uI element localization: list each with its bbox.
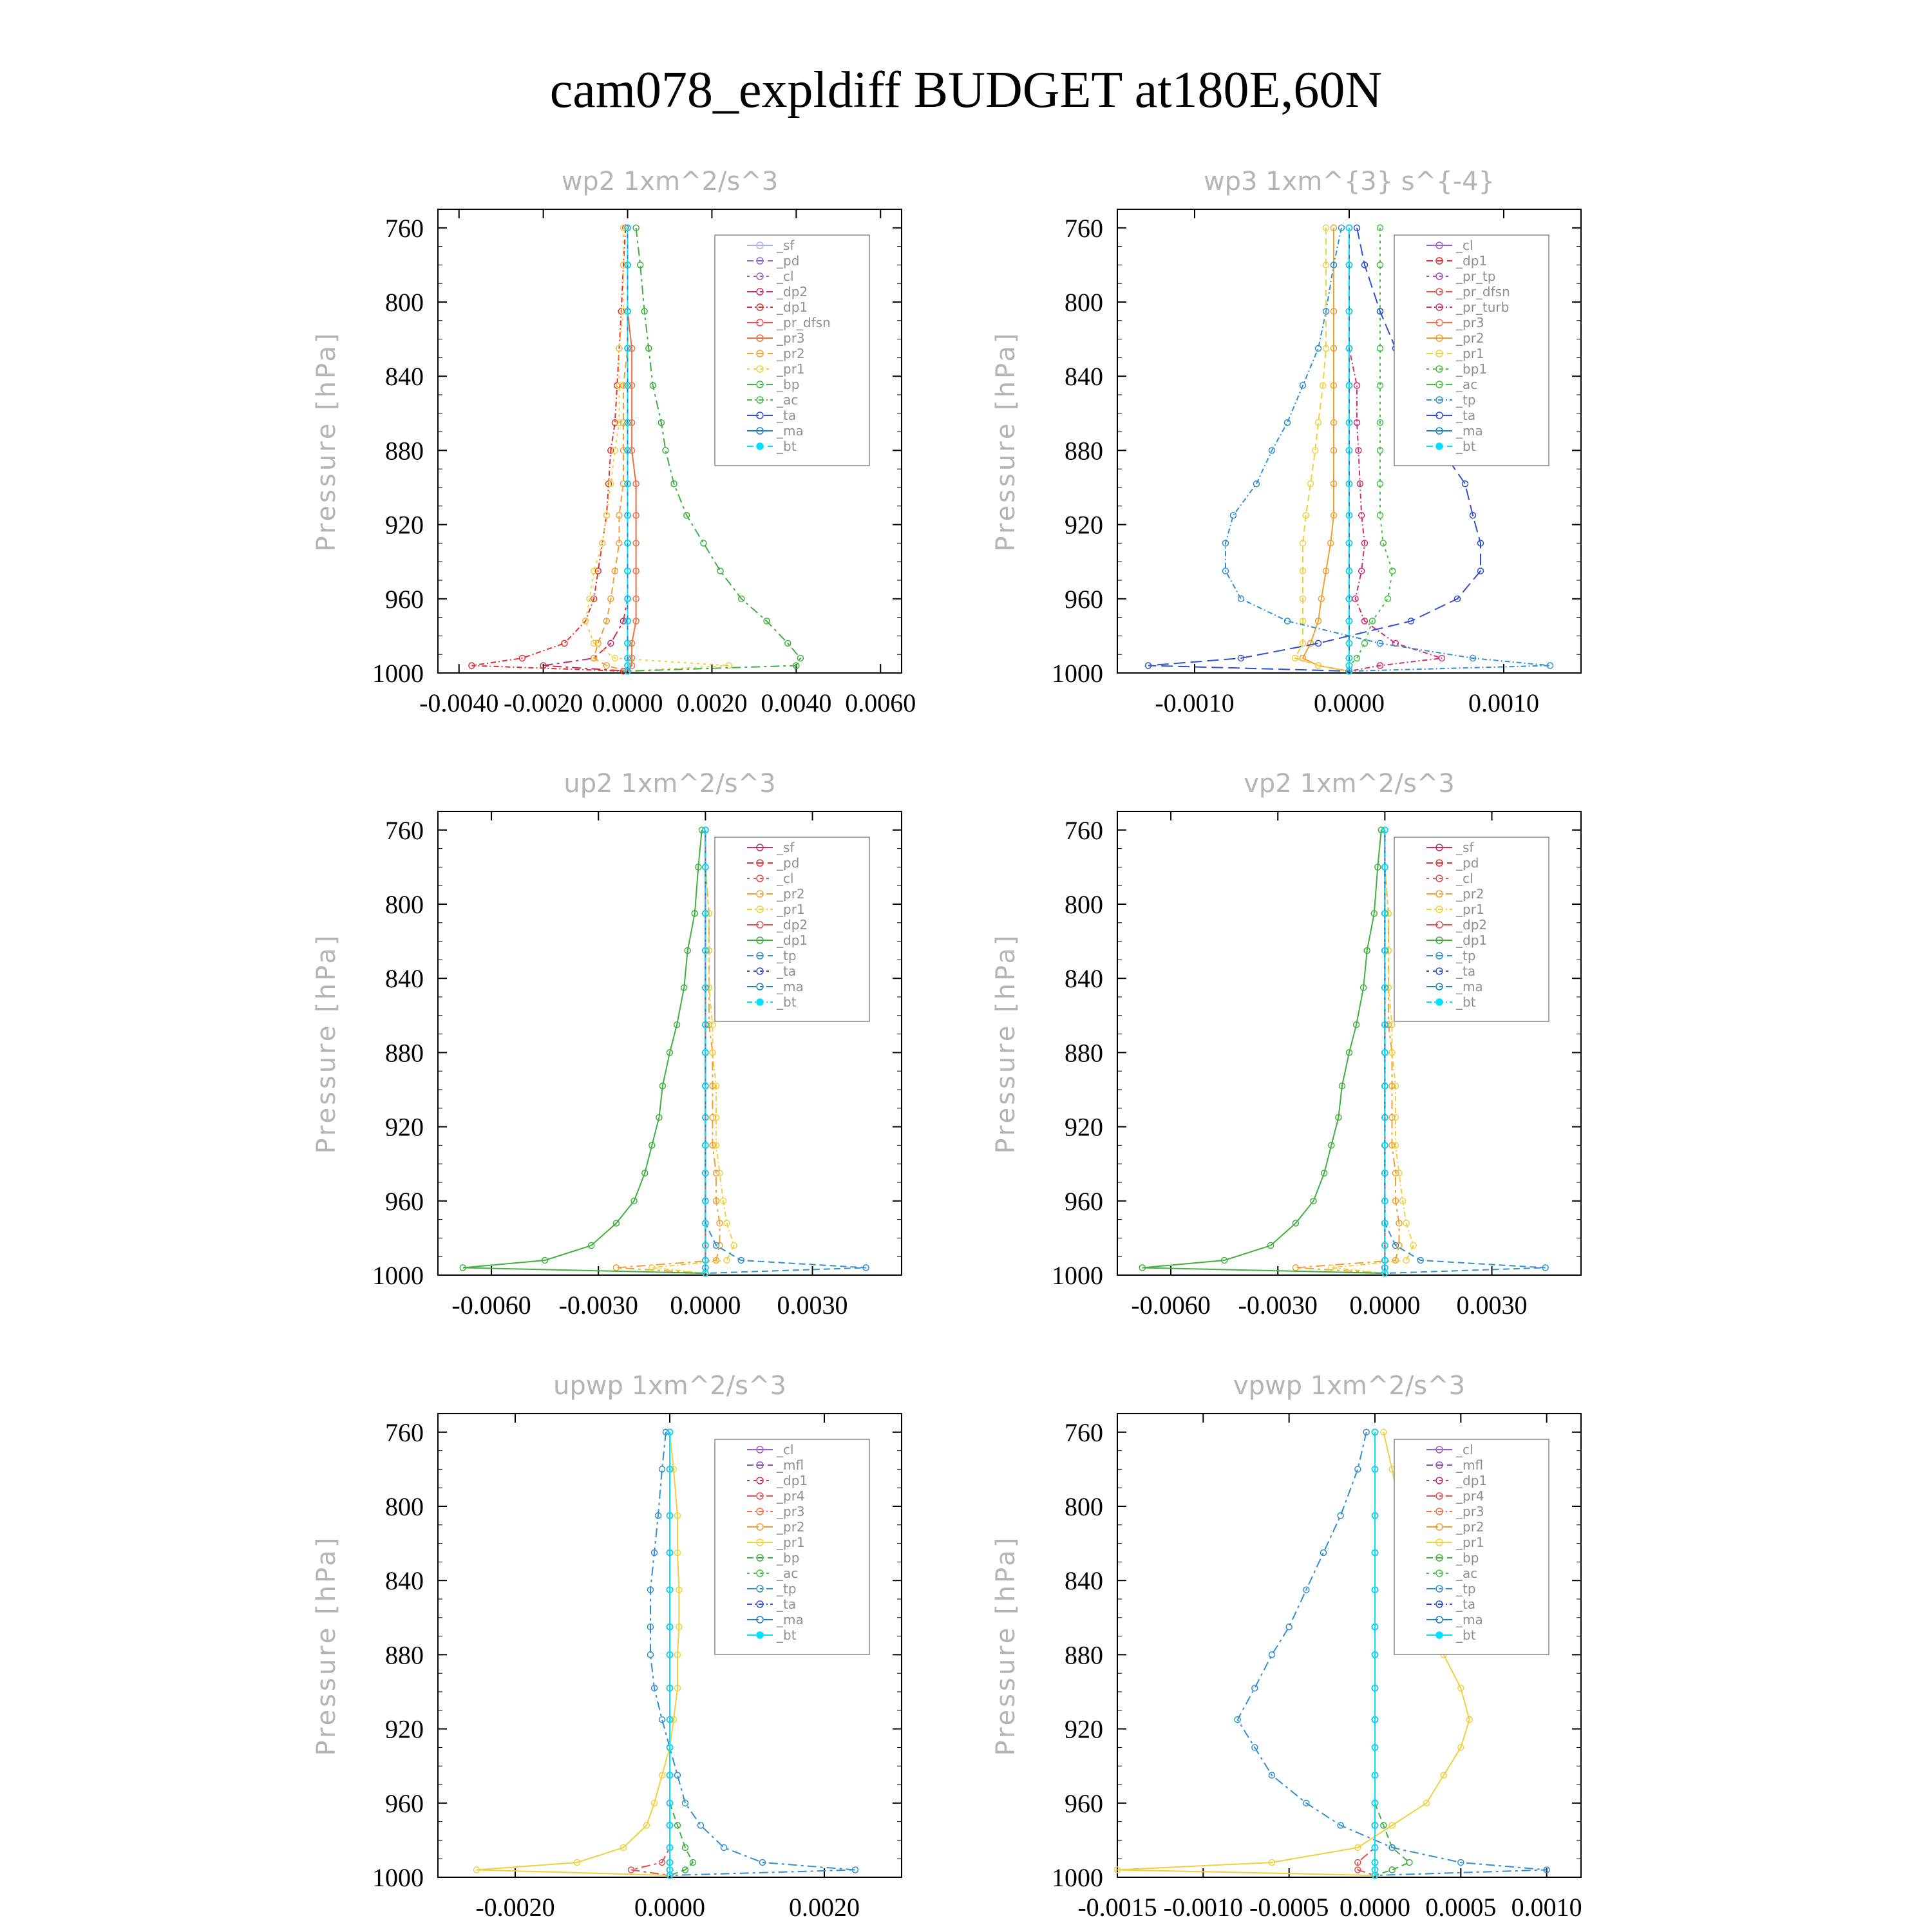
legend-label: _pr_dfsn [1456, 284, 1510, 299]
data-point [1321, 1550, 1327, 1556]
y-tick-label: 840 [385, 964, 424, 994]
legend-label: _pr_turb [1456, 299, 1510, 315]
legend-label: _tp [1456, 392, 1476, 408]
x-tick-label: 0.0000 [1314, 688, 1385, 717]
x-tick-label: 0.0000 [670, 1291, 741, 1320]
y-tick-label: 880 [385, 1640, 424, 1670]
x-tick-label: 0.0010 [1511, 1893, 1582, 1922]
y-tick-label: 960 [385, 584, 424, 614]
y-tick-label: 760 [1065, 815, 1103, 845]
legend-label: _tp [1456, 1581, 1476, 1596]
y-tick-label: 920 [1065, 1112, 1103, 1142]
chart-panel [312, 167, 916, 717]
legend-label: _bt [777, 1627, 797, 1643]
legend-label: _bt [1456, 1627, 1476, 1643]
legend-label: _bt [1456, 439, 1476, 454]
legend-label: _pr2 [777, 1519, 805, 1535]
legend-label: _dp2 [1456, 917, 1488, 933]
data-point [1252, 1685, 1258, 1691]
legend-label: _pd [777, 855, 800, 871]
y-tick-label: 920 [1065, 1714, 1103, 1744]
chart-panel [312, 769, 902, 1320]
series-line [1295, 228, 1349, 671]
y-tick-label: 960 [1065, 1788, 1103, 1818]
legend-label: _ma [777, 423, 804, 439]
y-tick-label: 800 [385, 288, 424, 317]
legend-label: _ma [1456, 423, 1483, 439]
chart-panel [991, 1371, 1582, 1922]
legend-label: _cl [1456, 871, 1473, 886]
legend-label: _pr4 [1456, 1488, 1484, 1504]
y-tick-label: 880 [385, 1038, 424, 1068]
legend-label: _dp2 [777, 284, 808, 299]
legend-label: _pr2 [1456, 1519, 1484, 1535]
legend-label: _ma [777, 979, 804, 994]
legend-label: _bp [777, 1550, 800, 1566]
legend-label: _ta [777, 963, 797, 979]
legend-label: _dp1 [777, 933, 808, 948]
y-tick-label: 840 [1065, 1566, 1103, 1596]
x-tick-label: 0.0005 [1425, 1893, 1497, 1922]
legend-label: _cl [777, 1442, 794, 1457]
legend-label: _tp [777, 948, 797, 963]
data-point [1362, 640, 1368, 646]
data-point [717, 1170, 723, 1176]
x-tick-label: 0.0030 [777, 1291, 848, 1320]
chart-panel [991, 167, 1581, 717]
legend-label: _dp1 [1456, 253, 1488, 269]
data-point [1355, 1466, 1361, 1472]
legend-marker [1436, 443, 1443, 450]
legend-label: _tp [777, 1581, 797, 1596]
y-tick-label: 960 [1065, 1186, 1103, 1216]
data-point [724, 1257, 730, 1263]
x-tick-label: -0.0010 [1155, 688, 1235, 717]
data-point [1385, 596, 1391, 601]
x-tick-label: -0.0040 [419, 688, 499, 717]
legend-label: _ac [1456, 377, 1478, 392]
y-tick-label: 880 [1065, 1038, 1103, 1068]
x-tick-label: -0.0060 [451, 1291, 531, 1320]
data-point [1286, 1624, 1292, 1630]
x-tick-label: -0.0010 [1163, 1893, 1243, 1922]
series-line [585, 228, 729, 671]
x-tick-label: 0.0000 [1340, 1893, 1410, 1922]
x-tick-label: 0.0020 [789, 1893, 860, 1922]
legend-label: _pr_dfsn [777, 315, 831, 330]
x-tick-label: -0.0020 [503, 688, 583, 717]
y-tick-label: 840 [1065, 362, 1103, 392]
legend-label: _dp1 [1456, 1473, 1488, 1488]
panel-title: up2 1xm^2/s^3 [564, 769, 776, 799]
y-tick-label: 920 [385, 1714, 424, 1744]
legend-label: _pr3 [777, 330, 805, 346]
legend-label: _ta [1456, 1596, 1476, 1612]
legend-label: _dp2 [777, 917, 808, 933]
legend-label: _pr3 [1456, 1504, 1484, 1519]
legend-label: _cl [777, 871, 794, 886]
legend-label: _bt [777, 439, 797, 454]
x-tick-label: -0.0030 [1238, 1291, 1318, 1320]
panel-title: wp2 1xm^2/s^3 [561, 167, 779, 196]
y-tick-label: 760 [1065, 1417, 1103, 1447]
legend-label: _pr1 [1456, 902, 1484, 917]
legend-label: _dp1 [1456, 933, 1488, 948]
data-point [1403, 1257, 1409, 1263]
legend-label: _ma [1456, 1612, 1483, 1627]
chart-panel [312, 1371, 902, 1922]
y-tick-label: 880 [1065, 1640, 1103, 1670]
y-tick-label: 760 [385, 213, 424, 243]
y-tick-label: 1000 [372, 1863, 424, 1892]
x-tick-label: 0.0010 [1468, 688, 1539, 717]
panel-title: vpwp 1xm^2/s^3 [1233, 1371, 1466, 1401]
data-point [1389, 1867, 1395, 1873]
legend-marker [757, 999, 763, 1005]
data-point [1231, 513, 1236, 518]
legend-label: _mfl [1456, 1457, 1484, 1473]
legend-label: _cl [777, 269, 794, 284]
legend-label: _pr1 [777, 1535, 805, 1550]
legend-label: _ta [777, 1596, 797, 1612]
data-point [701, 540, 706, 546]
data-point [1285, 420, 1291, 426]
x-tick-label: -0.0030 [558, 1291, 638, 1320]
y-tick-label: 1000 [372, 659, 424, 688]
y-tick-label: 760 [385, 815, 424, 845]
legend-label: _sf [777, 840, 795, 855]
legend-label: _pr1 [1456, 1535, 1484, 1550]
legend-label: _pr2 [777, 346, 805, 361]
x-tick-label: 0.0000 [1349, 1291, 1421, 1320]
legend-label: _bp1 [1456, 361, 1488, 377]
y-tick-label: 760 [385, 1417, 424, 1447]
x-tick-label: 0.0030 [1456, 1291, 1528, 1320]
y-axis-label: Pressure [hPa] [312, 933, 341, 1154]
x-tick-label: 0.0000 [634, 1893, 705, 1922]
data-point [721, 1844, 727, 1850]
series-line [463, 830, 706, 1273]
y-tick-label: 920 [385, 510, 424, 540]
x-tick-label: 0.0020 [676, 688, 748, 717]
legend-label: _cl [1456, 238, 1473, 253]
legend-label: _ma [1456, 979, 1483, 994]
x-tick-label: -0.0060 [1131, 1291, 1211, 1320]
data-point [1238, 596, 1244, 601]
legend-label: _ac [777, 1566, 799, 1581]
y-tick-label: 920 [1065, 510, 1103, 540]
y-tick-label: 760 [1065, 213, 1103, 243]
series-line [544, 228, 628, 671]
y-tick-label: 960 [385, 1788, 424, 1818]
legend-label: _pr2 [777, 886, 805, 902]
y-axis-label: Pressure [hPa] [312, 1535, 341, 1756]
chart-panel [991, 769, 1581, 1320]
legend-label: _ta [1456, 963, 1476, 979]
data-point [1338, 1513, 1343, 1519]
data-point [1406, 1859, 1412, 1865]
series-line [631, 1432, 670, 1875]
x-tick-label: -0.0020 [475, 1893, 555, 1922]
data-point [1463, 481, 1468, 487]
legend-label: _pr2 [1456, 330, 1484, 346]
y-tick-label: 960 [385, 1186, 424, 1216]
data-point [562, 640, 567, 646]
series-line [616, 830, 720, 1273]
y-tick-label: 840 [1065, 964, 1103, 994]
y-tick-label: 1000 [372, 1261, 424, 1290]
legend-marker [1436, 1632, 1443, 1638]
legend-label: _mfl [777, 1457, 804, 1473]
y-tick-label: 960 [1065, 584, 1103, 614]
y-tick-label: 800 [385, 890, 424, 919]
y-tick-label: 1000 [1052, 1261, 1103, 1290]
panel-title: vp2 1xm^2/s^3 [1244, 769, 1455, 799]
y-tick-label: 800 [1065, 890, 1103, 919]
legend-label: _ta [1456, 408, 1476, 423]
legend-label: _pr2 [1456, 886, 1484, 902]
legend-label: _bt [777, 994, 797, 1010]
legend-label: _sf [777, 238, 795, 253]
x-tick-label: 0.0000 [592, 688, 663, 717]
y-axis-label: Pressure [hPa] [991, 933, 1021, 1154]
legend-label: _sf [1456, 840, 1474, 855]
legend-label: _pr1 [777, 902, 805, 917]
series-line [471, 228, 625, 671]
legend-label: _cl [1456, 1442, 1473, 1457]
y-axis-label: Pressure [hPa] [991, 1535, 1021, 1756]
legend-label: _pd [777, 253, 800, 269]
legend-label: _bp [777, 377, 800, 392]
y-tick-label: 920 [385, 1112, 424, 1142]
y-axis-label: Pressure [hPa] [312, 330, 341, 552]
series-line [1142, 830, 1385, 1273]
y-tick-label: 1000 [1052, 659, 1103, 688]
legend-marker [757, 443, 763, 450]
y-tick-label: 1000 [1052, 1863, 1103, 1892]
data-point [717, 568, 723, 574]
figure-title: cam078_expldiff BUDGET at180E,60N [549, 62, 1383, 118]
legend-label: _pr3 [777, 1504, 805, 1519]
x-tick-label: -0.0015 [1077, 1893, 1157, 1922]
y-tick-label: 800 [1065, 1492, 1103, 1521]
x-tick-label: 0.0060 [845, 688, 916, 717]
y-tick-label: 800 [1065, 288, 1103, 317]
panel-title: upwp 1xm^2/s^3 [553, 1371, 786, 1401]
legend-label: _pr4 [777, 1488, 805, 1504]
x-tick-label: -0.0005 [1249, 1893, 1329, 1922]
data-point [1396, 1170, 1402, 1176]
y-tick-label: 840 [385, 1566, 424, 1596]
panel-title: wp3 1xm^{3} s^{-4} [1203, 167, 1495, 196]
data-point [698, 1823, 704, 1828]
legend-label: _pd [1456, 855, 1479, 871]
y-tick-label: 800 [385, 1492, 424, 1521]
legend-label: _ma [777, 1612, 804, 1627]
y-tick-label: 880 [1065, 436, 1103, 466]
data-point [1254, 481, 1260, 487]
series-line [1296, 830, 1399, 1273]
legend-label: _tp [1456, 948, 1476, 963]
y-tick-label: 880 [385, 436, 424, 466]
legend-label: _pr_tp [1456, 269, 1496, 284]
legend-label: _pr1 [777, 361, 805, 377]
series-line [670, 1432, 693, 1875]
x-tick-label: 0.0040 [761, 688, 832, 717]
legend-label: _dp1 [777, 1473, 808, 1488]
legend-label: _pr3 [1456, 315, 1484, 330]
legend-label: _pr1 [1456, 346, 1484, 361]
legend-marker [757, 1632, 763, 1638]
legend-label: _bp [1456, 1550, 1479, 1566]
y-axis-label: Pressure [hPa] [991, 330, 1021, 552]
y-tick-label: 840 [385, 362, 424, 392]
legend-label: _ac [777, 392, 799, 408]
legend-marker [1436, 999, 1443, 1005]
series-line [477, 1432, 679, 1875]
data-point [1269, 1652, 1275, 1658]
legend-label: _ac [1456, 1566, 1478, 1581]
legend-label: _ta [777, 408, 797, 423]
legend-label: _bt [1456, 994, 1476, 1010]
legend-label: _dp1 [777, 299, 808, 315]
